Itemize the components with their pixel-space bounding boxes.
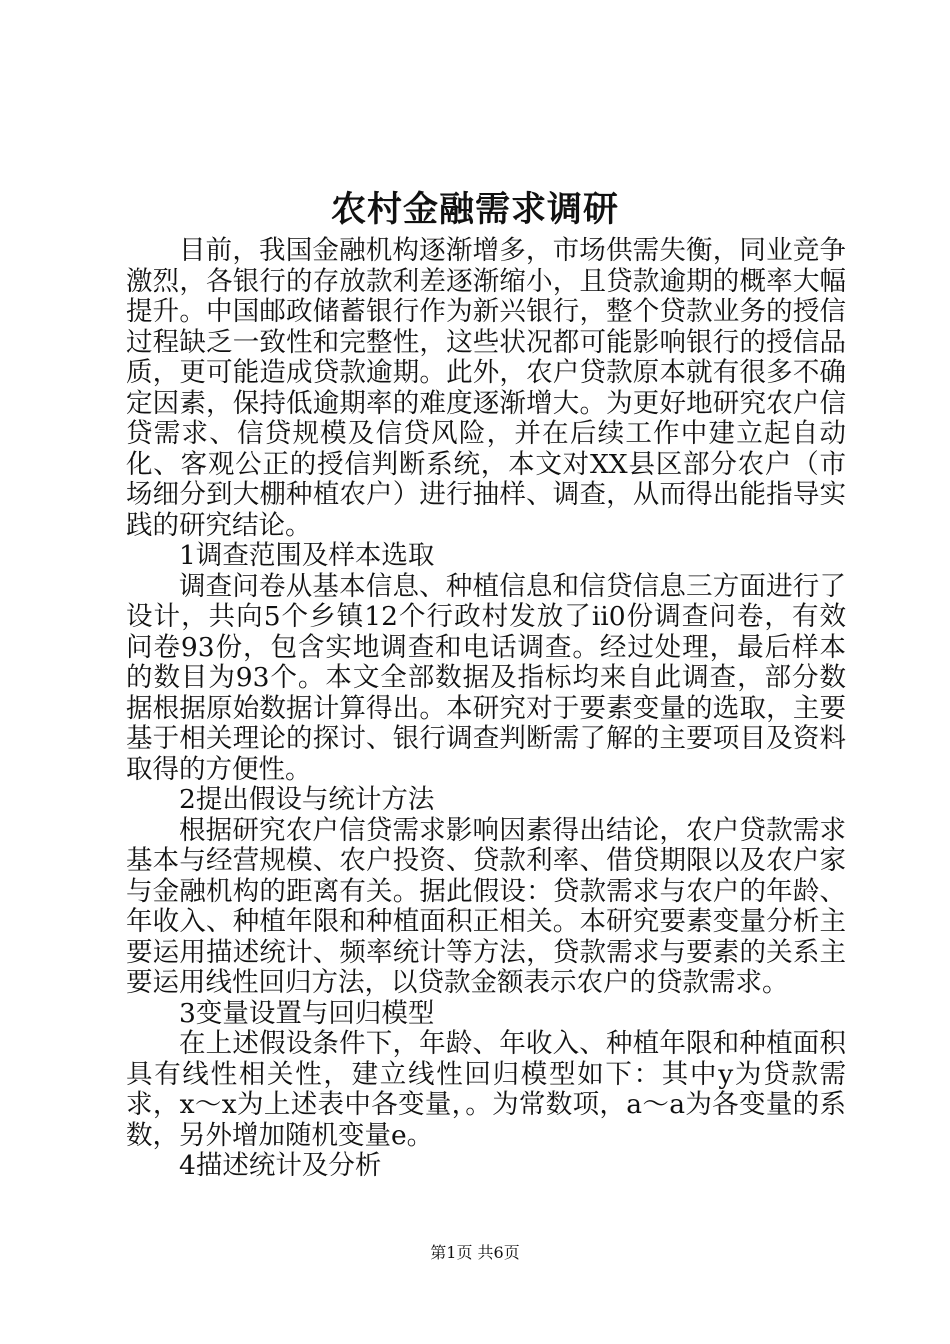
document-title: 农村金融需求调研 <box>330 189 619 230</box>
section-heading-1: 1调查范围及样本选取 <box>179 540 435 571</box>
section-paragraph-3: 在上述假设条件下，年龄、年收入、种植年限和种植面积具有线性相关性，建立线性回归模型如下：其中y为贷款需求，x～x为上述表中各变量，。为常数项，a～a为各变量的系数，另外增加随机变量e。 <box>126 1028 846 1151</box>
section-heading-3: 3变量设置与回归模型 <box>179 997 435 1029</box>
intro-paragraph: 目前，我国金融机构逐渐增多，市场供需失衡，同业竞争激烈，各银行的存放款利差逐渐缩小，且贷款逾期的概率大幅提升。中国邮政储蓄银行作为新兴银行，整个贷款业务的授信过程缺乏一致性和完整性，这些状况都可能影响银行的授信品质，更可能造成贷款逾期。此外，农户贷款原本就有很多不确定因素，保持低逾期率的难度逐渐增大。为更好地研究农户信贷需求、信贷规模及信贷风险，并在后续工作中建立起自动化、客观公正的授信判断系统，本文对XX县区部分农户（市场细分到大棚种植农户）进行抽样、调查，从而得出能指导实践的研究结论。 <box>126 235 846 541</box>
section-heading-4: 4描述统计及分析 <box>179 1150 382 1181</box>
section-paragraph-1: 调查问卷从基本信息、种植信息和信贷信息三方面进行了设计，共向5个乡镇12个行政村发放了ii0份调查问卷，有效问卷93份，包含实地调查和电话调查。经过处理，最后样本的数目为93个。本文全部数据及指标均来自此调查，部分数据根据原始数据计算得出。本研究对于要素变量的选取，主要基于相关理论的探讨、银行调查判断需了解的主要项目及资料取得的方便性。 <box>126 570 846 785</box>
page-number-footer: 第1页 共6页 <box>430 1243 520 1262</box>
section-paragraph-2: 根据研究农户信贷需求影响因素得出结论，农户贷款需求基本与经营规模、农户投资、贷款利率、借贷期限以及农户家与金融机构的距离有关。据此假设：贷款需求与农户的年龄、年收入、种植年限和种植面积正相关。本研究要素变量分析主要运用描述统计、频率统计等方法，贷款需求与要素的关系主要运用线性回归方法，以贷款金额表示农户的贷款需求。 <box>126 814 846 998</box>
section-heading-2: 2提出假设与统计方法 <box>179 784 435 815</box>
document-body <box>126 236 846 1182</box>
